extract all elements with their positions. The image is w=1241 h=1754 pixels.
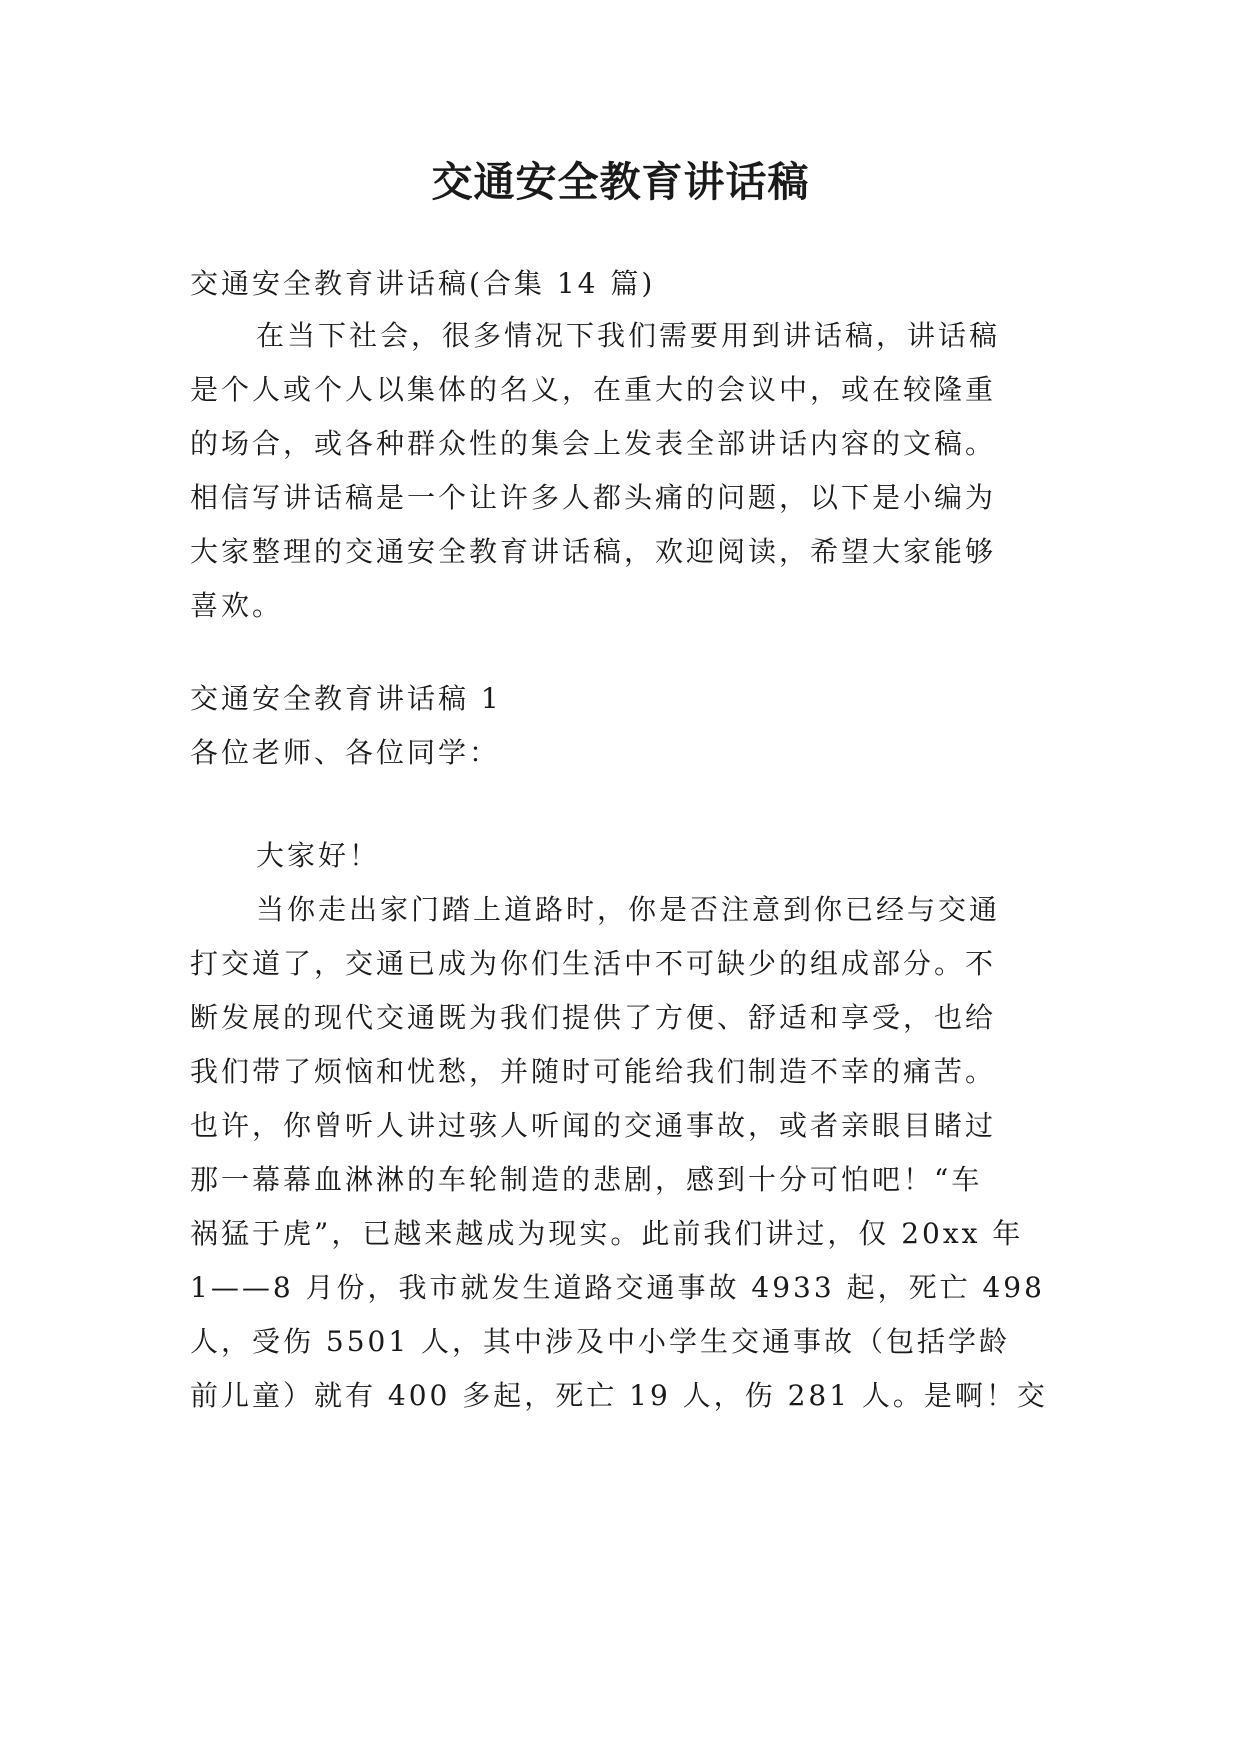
body-line: 断发展的现代交通既为我们提供了方便、舒适和享受，也给 xyxy=(190,1001,997,1034)
body-line: 当你走出家门踏上道路时，你是否注意到你已经与交通 xyxy=(256,893,1001,926)
intro-line: 在当下社会，很多情况下我们需要用到讲话稿，讲话稿 xyxy=(256,319,1001,352)
intro-line: 相信写讲话稿是一个让许多人都头痛的问题，以下是小编为 xyxy=(190,481,997,514)
intro-line: 是个人或个人以集体的名义，在重大的会议中，或在较隆重 xyxy=(190,373,997,406)
document-subtitle: 交通安全教育讲话稿(合集 14 篇) xyxy=(190,267,656,300)
body-line: 祸猛于虎”，已越来越成为现实。此前我们讲过，仅 20xx 年 xyxy=(190,1217,1024,1250)
body-line: 也许，你曾听人讲过骇人听闻的交通事故，或者亲眼目睹过 xyxy=(190,1109,997,1142)
body-line: 我们带了烦恼和忧愁，并随时可能给我们制造不幸的痛苦。 xyxy=(190,1055,997,1088)
body-line: 那一幕幕血淋淋的车轮制造的悲剧，感到十分可怕吧！“车 xyxy=(190,1163,983,1196)
body-line: 前儿童）就有 400 多起，死亡 19 人，伤 281 人。是啊！交 xyxy=(190,1379,1048,1412)
section-heading: 交通安全教育讲话稿 1 xyxy=(190,682,502,715)
document-title: 交通安全教育讲话稿 xyxy=(431,158,810,206)
body-line: 人，受伤 5501 人，其中涉及中小学生交通事故（包括学龄 xyxy=(190,1325,1011,1358)
greeting: 大家好！ xyxy=(256,839,381,872)
intro-line: 大家整理的交通安全教育讲话稿，欢迎阅读，希望大家能够 xyxy=(190,535,997,568)
body-line: 打交道了，交通已成为你们生活中不可缺少的组成部分。不 xyxy=(190,947,997,980)
body-line: 1——8 月份，我市就发生道路交通事故 4933 起，死亡 498 xyxy=(190,1271,1045,1304)
intro-line: 喜欢。 xyxy=(190,589,284,622)
intro-line: 的场合，或各种群众性的集会上发表全部讲话内容的文稿。 xyxy=(190,427,997,460)
salutation: 各位老师、各位同学： xyxy=(190,736,501,769)
